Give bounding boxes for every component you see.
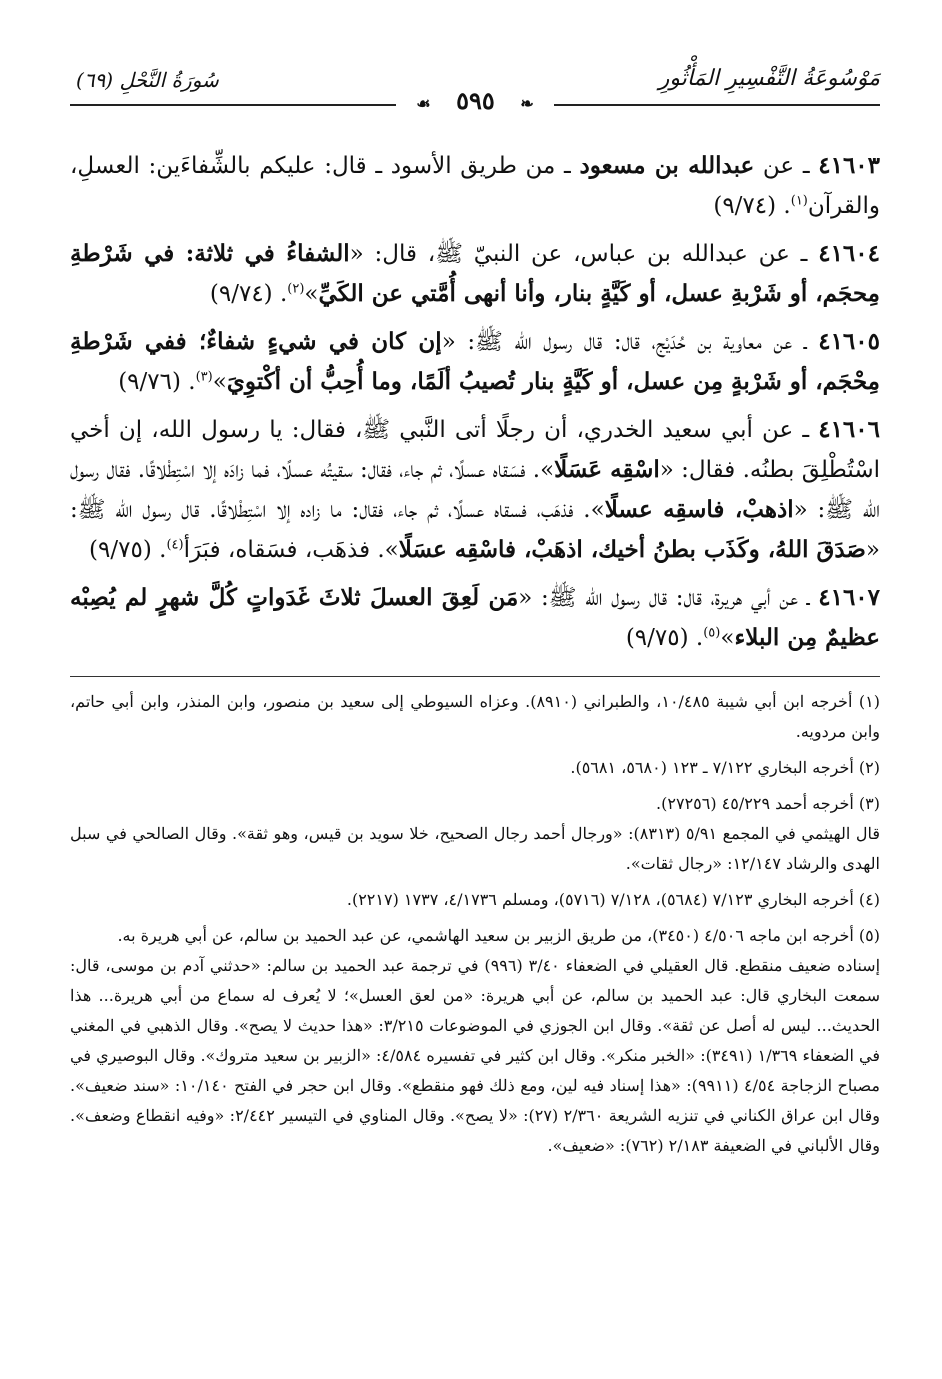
hadith-٤١٦٠٤ <box>70 234 880 314</box>
hadith-matn: صَدَقَ اللهُ، وكَذَب بطنُ أخيك، اذهَبْ، فاسْقِه عسَلًا <box>398 536 866 563</box>
footnote <box>70 885 880 915</box>
hadith-matn: اذهبْ، فاسقِه عسلًا <box>604 496 794 523</box>
volume-reference: . (٩/٧٤) <box>209 281 288 307</box>
hadith-٤١٦٠٥ <box>70 322 880 402</box>
footnote <box>70 789 880 879</box>
hadith-text: ـ عن أبي هريرة، قال: قال رسول الله ﷺ: « <box>518 585 819 611</box>
footnote-text: (٥) أخرجه ابن ماجه ٤/٥٠٦ (٣٤٥٠)، من طريق الزبير بن سعيد الهاشمي، عن عبد الحميد بن سالم، عن أبي هريرة به. <box>117 926 880 945</box>
hadith-٤١٦٠٧ <box>70 578 880 658</box>
footnote-marker[interactable]: (٢) <box>287 281 305 297</box>
footnote <box>70 687 880 747</box>
hadith-text: ». فذهَب، فسقاه عسلًا، ثم جاء، فقال: ما زاده إلا اسْتِطْلاقًا. قال رسول الله ﷺ: « <box>70 497 880 563</box>
footnote-separator <box>70 676 880 677</box>
hadith-list <box>70 146 880 658</box>
hadith-text: » <box>212 369 227 395</box>
hadith-number: ٤١٦٠٣ <box>818 152 881 179</box>
footnote-text: قال الهيثمي في المجمع ٥/٩١ (٨٣١٣): «ورجال أحمد رجال الصحيح، خلا سويد بن قيس، وهو ثقة». وقال الصالحي في سبل الهدى والرشاد ١٢/١٤٧: «رجال ثقات». <box>70 824 881 873</box>
book-title: مَوْسُوعَةُ التَّفْسِيرِ المَأْثُورِ <box>658 66 880 91</box>
footnote-marker[interactable]: (١) <box>790 193 808 209</box>
footnote-text: (٣) أخرجه أحمد ٤٥/٢٢٩ (٢٧٢٥٦). <box>656 794 880 813</box>
hadith-٤١٦٠٦ <box>70 410 880 570</box>
volume-reference: . (٩/٧٥) <box>625 625 704 651</box>
hadith-text: » <box>304 281 319 307</box>
hadith-number: ٤١٦٠٤ <box>818 240 880 267</box>
ornament-icon: ☙ <box>406 94 446 113</box>
hadith-text: ـ من طريق الأسود ـ قال: عليكم بالشِّفاءَين: العسلِ، والقرآن <box>70 153 880 219</box>
footnote-marker[interactable]: (٣) <box>195 369 213 385</box>
volume-reference: . (٩/٧٥) <box>89 537 167 563</box>
footnote-list <box>70 687 880 1161</box>
hadith-matn: إن كان في شيءٍ شفاءٌ؛ ففي شَرْطةِ مِحْجَم، أو شَرْبةٍ مِن عسل، أو كَيَّةٍ بنار تُصيبُ ألَمًا، وما أُحِبُّ أن أكْتوِيَ <box>70 328 880 395</box>
volume-reference: . (٩/٧٦) <box>118 369 196 395</box>
footnote-text: (٢) أخرجه البخاري ٧/١٢٢ ـ ١٢٣ (٥٦٨٠، ٥٦٨١). <box>570 758 880 777</box>
hadith-matn: مَن لَعِقَ العسلَ ثلاثَ غَدَواتٍ كُلَّ شهرٍ لم يُصِبْه عظيمٌ مِن البلاء <box>70 584 880 651</box>
volume-reference: . (٩/٧٤) <box>713 193 791 219</box>
hadith-text: ـ عن معاوية بن حُدَيْج، قال: قال رسول الله ﷺ: « <box>441 329 819 355</box>
hadith-text: » <box>720 625 735 651</box>
hadith-text: ـ عن أبي سعيد الخدري، أن رجلًا أتى النَّبي ﷺ، فقال: يا رسول الله، إن أخي اسْتُطْلِقَ بطنُه. فقال: « <box>70 417 880 483</box>
hadith-number: ٤١٦٠٥ <box>818 328 880 355</box>
surah-label: سُورَةُ النَّحْلِ (٦٩) <box>76 68 219 92</box>
footnote-text: (٤) أخرجه البخاري ٧/١٢٣ (٥٦٨٤)، ٧/١٢٨ (٥٧١٦)، ومسلم ٤/١٧٣٦، ١٧٣٧ (٢٢١٧). <box>346 890 880 909</box>
hadith-number: ٤١٦٠٧ <box>818 584 881 611</box>
footnote-marker[interactable]: (٥) <box>703 625 721 641</box>
footnote-text: (١) أخرجه ابن أبي شيبة ١٠/٤٨٥، والطبراني (٨٩١٠). وعزاه السيوطي إلى سعيد بن منصور، وابن المنذر، وابن أبي حاتم، وابن مردويه. <box>70 692 881 741</box>
hadith-٤١٦٠٣ <box>70 146 880 226</box>
hadith-text: ـ عن عبدالله بن عباس، عن النبيّ ﷺ، قال: « <box>349 241 819 267</box>
ornament-icon: ❧ <box>505 94 544 113</box>
footnote-text: إسناده ضعيف منقطع. قال العقيلي في الضعفاء ٣/٤٠ (٩٩٦) في ترجمة عبد الحميد بن سالم: «حدثني آدم بن موسى، قال: سمعت البخاري قال: عبد الحميد بن سالم، عن أبي هريرة: «من لعق العسل»؛ لا يُعرف له سماع من أبي هريرة... هذا الحديث... ليس له أصل عن ثقة». وقال ابن الجوزي في الموضوعات ٣/٢١٥: «هذا حديث لا يصح». وقال الذهبي في المغني في الضعفاء ١/٣٦٩ (٣٤٩١): «الخبر منكر». وقال ابن كثير في تفسيره ٤/٥٨٤: «الزبير بن سعيد متروك». وقال البوصيري في مصباح الزجاجة ٤/٥٤ (٩٩١١): «هذا إسناد فيه لين، ومع ذلك فهو منقطع». وقال ابن حجر في الفتح ١٠/١٤٠: «سند ضعيف». وقال ابن عراق الكناني في تنزيه الشريعة ٢/٣٦٠ (٢٧): «لا يصح». وقال المناوي في التيسير ٢/٤٤٢: «وفيه انقطاع وضعف». وقال الألباني في الضعيفة ٢/١٨٣ (٧٦٢): «ضعيف». <box>70 956 881 1155</box>
footnote-marker[interactable]: (٤) <box>166 537 184 553</box>
page-number-wrap <box>70 86 880 115</box>
hadith-text: ـ عن <box>754 153 819 179</box>
hadith-text: ». فذهَب، فسَقاه، فبَرَأ <box>183 537 399 563</box>
hadith-matn: الشفاءُ في ثلاثة: في شَرْطةِ مِحجَم، أو شَرْبةِ عسل، أو كَيَّةٍ بنار، وأنا أنهى أُمَّتي عن الكَيِّ <box>70 240 880 307</box>
footnote <box>70 753 880 783</box>
page-number: ٥٩٥ <box>446 86 505 115</box>
hadith-number: ٤١٦٠٦ <box>818 416 880 443</box>
hadith-text: ». فسَقاه عسلًا، ثم جاء، فقال: سقيتُه عسلًا، فما زادَه إلا اسْتِطْلاقًا. فقال رسول الله ﷺ: « <box>69 457 880 523</box>
page-header <box>70 60 880 115</box>
hadith-matn: عبدالله بن مسعود <box>579 152 755 179</box>
page <box>70 60 880 1167</box>
footnote <box>70 921 880 1161</box>
hadith-matn: اسْقِه عَسَلًا <box>554 456 660 483</box>
